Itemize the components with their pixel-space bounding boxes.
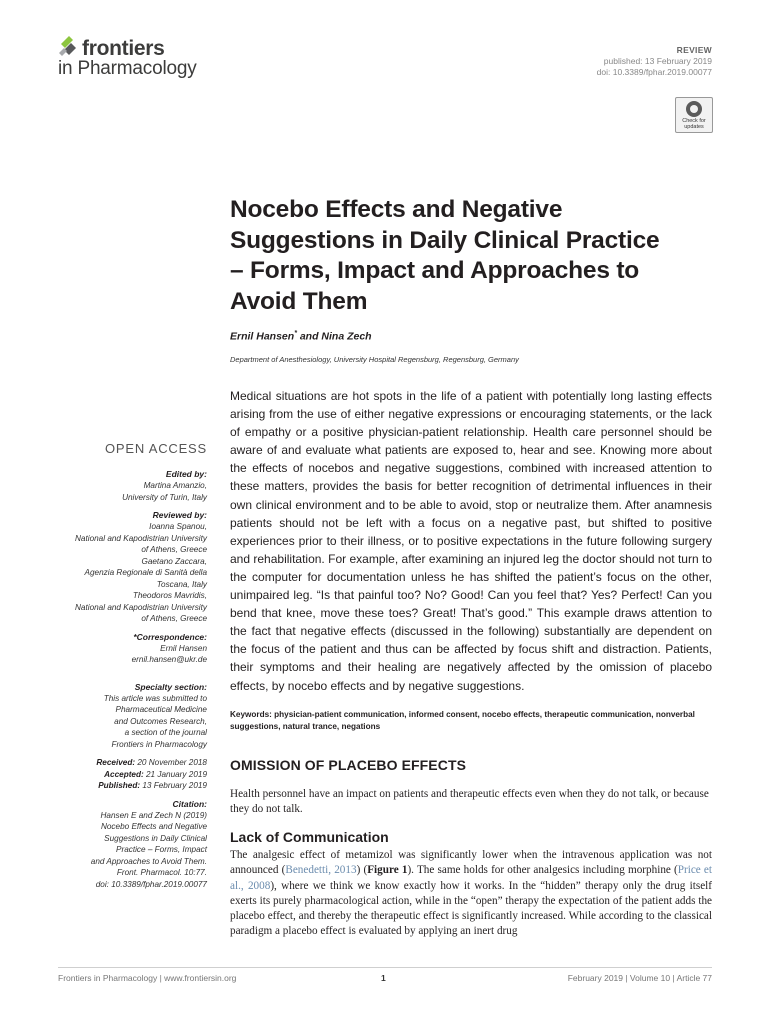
reviewer-line: Ioanna Spanou, [149,522,207,531]
specialty-line: Frontiers in Pharmacology [111,739,207,749]
specialty-line: Pharmaceutical Medicine [115,705,207,714]
affiliation: Department of Anesthesiology, University Hospital Regensburg, Regensburg, Germany [230,355,519,364]
correspondence-email[interactable]: ernil.hansen@ukr.de [131,655,207,664]
body-paragraph: Health personnel have an impact on patients and therapeutic effects even when they do not talk, or because they do not talk. [230,788,709,816]
correspondence-mark: * [294,330,297,337]
editor-line: Martina Amanzio, [143,481,207,490]
article-title: Nocebo Effects and Negative Suggestions in Daily Clinical Practice – Forms, Impact and Approaches to Avoid Them [230,196,660,315]
article-type: REVIEW [676,45,712,55]
editor-line: University of Turin, Italy [122,492,207,502]
section-heading-omission: OMISSION OF PLACEBO EFFECTS [230,757,467,773]
journal-name-line2: in Pharmacology [58,58,197,79]
specialty-label: Specialty section: [134,681,207,692]
reviewer-line: Gaetano Zaccara, [141,556,207,566]
article-doi[interactable]: doi: 10.3389/fphar.2019.00077 [596,67,712,77]
reviewed-by-label: Reviewed by: [152,510,207,520]
accepted-date: Accepted: 21 January 2019 [104,769,207,779]
specialty-line: and Outcomes Research, [114,716,207,726]
article-meta [597,45,712,78]
published-date: published: 13 February 2019 [603,56,712,66]
reviewer-line: Toscana, Italy [156,579,207,589]
keywords: Keywords: physician-patient communication, informed consent, nocebo effects, therapeutic communication, nonverbal suggestions, natural trance, negations [230,710,695,731]
reviewer-line: National and Kapodistrian University [75,602,207,612]
citation-line: Hansen E and Zech N (2019) [100,810,207,820]
footer-issue: February 2019 | Volume 10 | Article 77 [567,973,712,983]
citation-link[interactable]: Benedetti, 2013 [285,864,357,877]
reviewer-line: Theodoros Mavridis, [132,591,207,600]
reviewer-line: of Athens, Greece [141,614,207,623]
correspondence-label: *Correspondence: [133,631,207,642]
reviewer-line: of Athens, Greece [141,545,207,554]
published-date-sidebar: Published: 13 February 2019 [98,781,207,790]
citation-line: and Approaches to Avoid Them. [90,856,207,866]
citation-line: Front. Pharmacol. 10:77. [116,868,207,877]
citation-link[interactable]: Price et al., 2008 [230,864,713,892]
journal-name-line1: frontiers [82,37,165,60]
journal-logo [58,34,228,84]
frontiers-leaf-icon [58,34,80,60]
received-date: Received: 20 November 2018 [96,758,207,767]
citation-line: Nocebo Effects and Negative [100,822,207,831]
authors [230,330,372,343]
edited-by-label: Edited by: [165,469,207,479]
figure-link[interactable]: Figure 1 [367,864,408,877]
specialty-line: This article was submitted to [103,693,207,703]
check-for-updates-badge[interactable] [675,97,713,133]
reviewer-line: Agenzia Regionale di Sanità della [84,568,207,577]
reviewer-line: National and Kapodistrian University [75,533,207,543]
footer-journal[interactable]: Frontiers in Pharmacology | www.frontiersin.org [58,973,237,983]
subsection-heading-lack-of-communication: Lack of Communication [230,829,389,845]
citation-label: Citation: [172,798,207,809]
updates-label: Check for updates [682,118,706,130]
article-sidebar [58,441,207,890]
author-hansen[interactable]: Ernil Hansen [230,330,295,343]
correspondence-name: Ernil Hansen [160,643,207,653]
citation-line: Practice – Forms, Impact [116,845,207,854]
citation-doi[interactable]: doi: 10.3389/fphar.2019.00077 [95,879,207,889]
citation-line: Suggestions in Daily Clinical [104,833,207,843]
abstract: Medical situations are hot spots in the life of a patient with potentially long lasting effects arising from the use of either negative expressions or encouraging statements, or the lack of empathy or a positive physician-patient relationship. Health care personnel should be aware of and evaluate what patients are exposed to, hear and see. Knowing more about the effects of nocebos and negative suggestions, combined with increased attention to these matters, provides the basis for better recognition of detrimental influences in their own clinical environment and to be able to avoid, stop or neutralize them. After anamnesis patients should not be left with a focus on a negative past, but shifted to positive experiences prior to their illness, or to positive expectations in the future following surgery and rehabilitation. For example, after examining an injured leg the doctor should not turn to the computer for documentation unless he has shifted the patient’s focus on the other, unimpaired leg. “Is that painful too? No? Good! Can you feel that? Yes? Perfect! Can you bend that knee, move these toes? Great! That’s good.” This example draws attention to the fact that negative effects (discussed in the following) substantially are dependent on the focus of the patient and thus can be affected by focus shift and distraction. Patients, their symptoms and their healing are negatively affected by the omission of placebo effects, by nocebo effects and by negative suggestions. [230,389,712,693]
page-number: 1 [381,973,386,983]
update-icon [686,101,702,117]
specialty-line: a section of the journal [124,728,207,737]
author-rest[interactable]: and Nina Zech [296,330,372,343]
open-access-label: OPEN ACCESS [105,441,207,456]
body-paragraph: The analgesic effect of metamizol was significantly lower when the intravenous application was not announced (Benedetti, 2013) (Figure 1). The same holds for other analgesics including morphine (Price et al., 2008), where we think we know exactly how it works. In the “hidden” therapy only the drug itself exerts its purely pharmacological action, while in the “open” therapy the expectation of the patient adds the placebo effect, and thereby the therapeutic effect is significantly increased. While according to the classical paradigm a placebo effect is evaluated by applying an inert drug [230,849,713,938]
footer-rule [58,967,712,968]
